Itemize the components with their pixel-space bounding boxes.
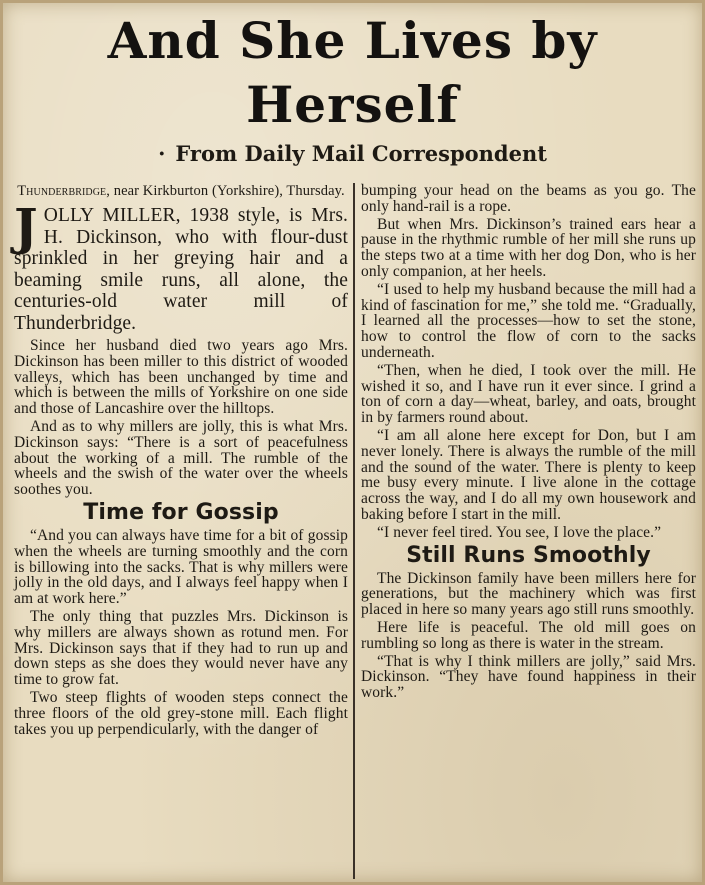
- paragraph: “I never feel tired. You see, I love the place.”: [377, 523, 662, 541]
- left-column: [14, 183, 348, 739]
- paragraph: Here life is peaceful. The old mill goes on rumbling so long as there is water in the stream.: [361, 618, 696, 652]
- dateline: [14, 183, 348, 199]
- column-divider: [353, 183, 355, 879]
- paragraph: Two steep flights of wooden steps connect the three floors of the old grey-stone mill. Each flight takes you up perpendicularly, with the danger of: [14, 688, 348, 738]
- subhead-time-for-gossip: Time for Gossip: [83, 499, 279, 525]
- subhead-still-runs-smoothly: Still Runs Smoothly: [406, 542, 651, 568]
- headline-line-1: And She Lives by: [107, 11, 598, 70]
- paragraph: “I used to help my husband because the mill had a kind of fascination for me,” she told me. “Gradually, I learned all the processes—how to set the stone, how to control the flow of corn to the sacks underneath.: [361, 280, 696, 361]
- right-column: [361, 183, 696, 703]
- paragraph: “Then, when he died, I took over the mill. He wished it so, and I have run it ever since. I grind a ton of corn a day—wheat, barley, and oats, brought in by farmers round about.: [361, 361, 696, 427]
- newspaper-clipping: [3, 3, 702, 882]
- paragraph: The Dickinson family have been millers here for generations, but the machinery which was first placed in here so many years ago still runs smoothly.: [361, 569, 696, 619]
- byline: [3, 141, 702, 166]
- lede-paragraph: [14, 197, 348, 334]
- dateline-place: Thunderbridge: [17, 183, 107, 199]
- paragraph: “And you can always have time for a bit of gossip when the wheels are turning smoothly and the corn is billowing into the sacks. That is why millers were jolly in the old days, and I always feel happy when I am at work here.”: [14, 526, 348, 608]
- bullet-icon: ·: [158, 141, 166, 166]
- paragraph: But when Mrs. Dickinson’s trained ears hear a pause in the rhythmic rumble of her mill she runs up the steps two at a time with her dog Don, who is her only companion, at her heels.: [361, 215, 696, 280]
- byline-text: From Daily Mail Correspondent: [175, 141, 547, 166]
- paragraph: “That is why I think millers are jolly,” said Mrs. Dickinson. “They have found happiness in their work.”: [361, 652, 696, 702]
- dateline-rest: , near Kirkburton (Yorkshire), Thursday.: [106, 183, 345, 199]
- headline-line-2: Herself: [246, 75, 459, 134]
- paragraph: The only thing that puzzles Mrs. Dickinson is why millers are always shown as rotund men. For Mrs. Dickinson says that if they had to run up and down steps as she does they would never have any time to grow fat.: [14, 607, 348, 689]
- paragraph: And as to why millers are jolly, this is what Mrs. Dickinson says: “There is a sort of peacefulness about the working of a mill. The rumble of the wheels and the swish of the water over the wheels soothes you.: [14, 417, 348, 499]
- lede-text: OLLY MILLER, 1938 style, is Mrs. H. Dickinson, who with flour-dust sprinkled in her greying hair and a beaming smile runs, all alone, the centuries-old water mill of Thunderbridge.: [14, 205, 348, 334]
- paragraph: Since her husband died two years ago Mrs. Dickinson has been miller to this district of wooded valleys, which has been unchanged by time and which is between the mills of Yorkshire on one side and those of Lancashire over the hilltops.: [14, 337, 348, 418]
- paragraph: “I am all alone here except for Don, but I am never lonely. There is always the rumble of the mill and the sound of the water. There is plenty to keep me busy every minute. I live alone in the cottage across the way, and I do all my own housework and baking before I start in the mill.: [361, 426, 696, 523]
- drop-cap: J: [14, 197, 38, 256]
- paragraph: bumping your head on the beams as you go. The only hand-rail is a rope.: [361, 182, 696, 215]
